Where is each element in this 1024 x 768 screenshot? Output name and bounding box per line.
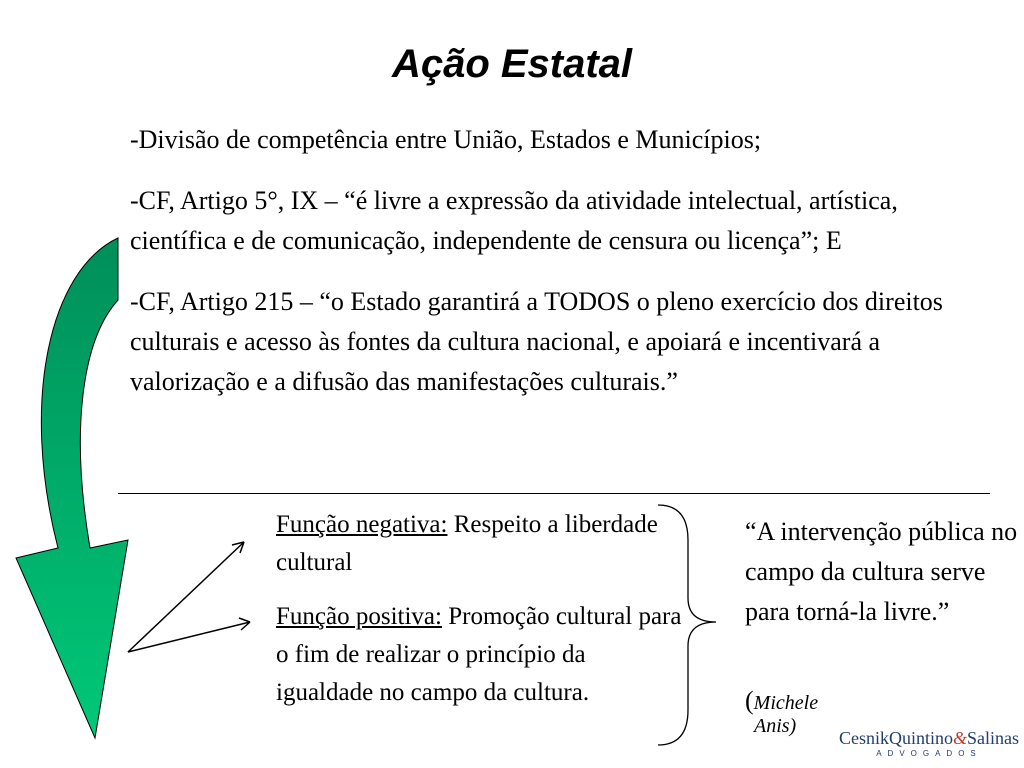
author-first-name: Michele: [753, 692, 819, 714]
bullet-item: -Divisão de competência entre União, Estados e Municípios;: [130, 125, 762, 154]
negative-function-term: Função negativa:: [276, 511, 448, 538]
quote-author: [745, 681, 819, 737]
slide-title: Ação Estatal: [391, 42, 633, 86]
bullet-item: -CF, Artigo 5°, IX – “é livre a expressão da atividade intelectual, artística, científica e de comunicação, independente de censura ou licença”; E: [130, 186, 898, 255]
negative-function-text: Respeito a liberdade cultural: [276, 511, 658, 576]
logo-ampersand: &: [953, 728, 968, 748]
curved-arrow: [16, 238, 128, 738]
arrow-to-negative: [128, 542, 244, 652]
branch-arrows: [128, 542, 250, 652]
positive-function-term: Função positiva:: [276, 603, 442, 630]
logo-subtitle: ADVOGADOS: [876, 749, 982, 758]
author-last-name: Anis): [754, 715, 797, 737]
positive-function: [276, 598, 688, 712]
bullet-list: [130, 120, 1000, 423]
arrow-to-positive: [128, 622, 250, 652]
bullet-item: -CF, Artigo 215 – “o Estado garantirá a TODOS o pleno exercício dos direitos culturais e acesso às fontes da cultura nacional, e apoiará e incentivará a valorização e a difusão das manifestações culturais.”: [130, 287, 943, 396]
positive-function-text: Promoção cultural para o fim de realizar o princípio da igualdade no campo da cultura.: [276, 603, 682, 706]
negative-function: [276, 506, 688, 582]
author-paren: (: [745, 686, 754, 715]
firm-logo: [838, 728, 1020, 760]
quote-text: “A intervenção pública no campo da cultura serve para torná-la livre.”: [745, 517, 1018, 626]
logo-part1: CesnikQuintino: [838, 728, 953, 748]
logo-wordmark: [838, 728, 1020, 748]
divider: [118, 493, 990, 494]
logo-part2: Salinas: [967, 728, 1020, 748]
